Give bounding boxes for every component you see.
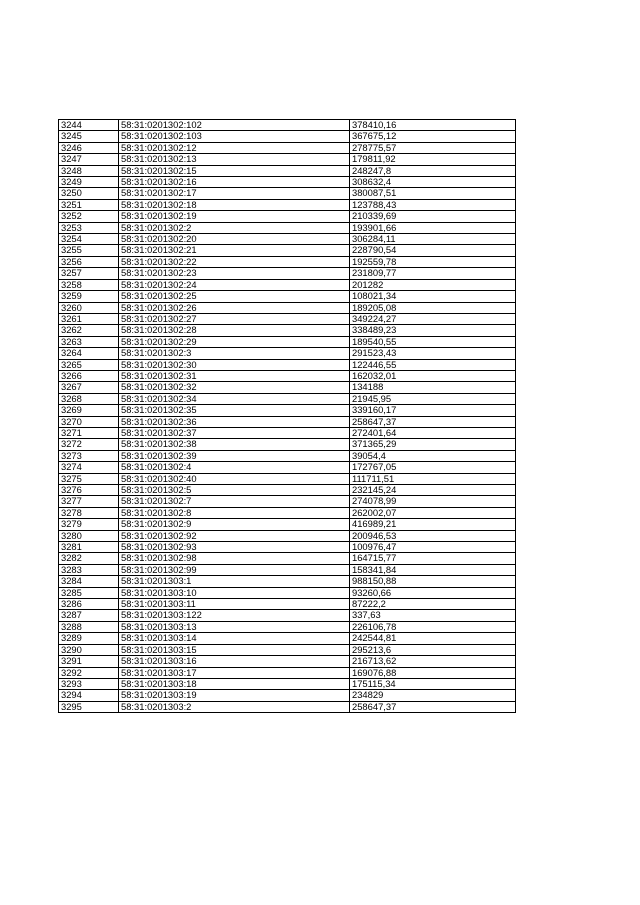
table-row xyxy=(59,450,516,461)
cadastral-number-cell: 58:31:0201302:27 xyxy=(119,313,350,324)
cadastre-value-table xyxy=(58,119,516,713)
cadastral-number-cell: 58:31:0201303:2 xyxy=(119,701,350,712)
value-cell: 337,63 xyxy=(350,610,516,621)
table-row xyxy=(59,667,516,678)
row-number-cell: 3290 xyxy=(59,644,119,655)
cadastral-number-cell: 58:31:0201302:40 xyxy=(119,473,350,484)
cadastral-number-cell: 58:31:0201302:5 xyxy=(119,485,350,496)
cadastral-number-cell: 58:31:0201302:93 xyxy=(119,542,350,553)
table-row xyxy=(59,348,516,359)
value-cell: 371365,29 xyxy=(350,439,516,450)
table-row xyxy=(59,359,516,370)
row-number-cell: 3275 xyxy=(59,473,119,484)
cadastral-number-cell: 58:31:0201302:22 xyxy=(119,256,350,267)
cadastral-number-cell: 58:31:0201302:23 xyxy=(119,268,350,279)
cadastral-number-cell: 58:31:0201302:3 xyxy=(119,348,350,359)
table-row xyxy=(59,291,516,302)
cadastral-number-cell: 58:31:0201302:18 xyxy=(119,199,350,210)
row-number-cell: 3246 xyxy=(59,142,119,153)
cadastral-number-cell: 58:31:0201302:2 xyxy=(119,222,350,233)
value-cell: 175115,34 xyxy=(350,678,516,689)
row-number-cell: 3255 xyxy=(59,245,119,256)
row-number-cell: 3272 xyxy=(59,439,119,450)
cadastral-number-cell: 58:31:0201302:38 xyxy=(119,439,350,450)
cadastral-number-cell: 58:31:0201303:17 xyxy=(119,667,350,678)
row-number-cell: 3276 xyxy=(59,485,119,496)
table-row xyxy=(59,188,516,199)
value-cell: 272401,64 xyxy=(350,427,516,438)
table-row xyxy=(59,245,516,256)
value-cell: 262002,07 xyxy=(350,507,516,518)
table-row xyxy=(59,564,516,575)
row-number-cell: 3248 xyxy=(59,165,119,176)
table-row xyxy=(59,644,516,655)
table-row xyxy=(59,234,516,245)
value-cell: 172767,05 xyxy=(350,462,516,473)
cadastral-number-cell: 58:31:0201302:21 xyxy=(119,245,350,256)
row-number-cell: 3250 xyxy=(59,188,119,199)
table-row xyxy=(59,496,516,507)
cadastral-number-cell: 58:31:0201302:9 xyxy=(119,519,350,530)
table-row xyxy=(59,279,516,290)
table-row xyxy=(59,576,516,587)
table-row xyxy=(59,530,516,541)
cadastral-number-cell: 58:31:0201302:34 xyxy=(119,393,350,404)
row-number-cell: 3289 xyxy=(59,633,119,644)
cadastral-number-cell: 58:31:0201302:102 xyxy=(119,120,350,131)
row-number-cell: 3286 xyxy=(59,599,119,610)
value-cell: 274078,99 xyxy=(350,496,516,507)
table-row xyxy=(59,519,516,530)
cadastral-number-cell: 58:31:0201302:92 xyxy=(119,530,350,541)
cadastral-number-cell: 58:31:0201302:28 xyxy=(119,325,350,336)
row-number-cell: 3292 xyxy=(59,667,119,678)
row-number-cell: 3257 xyxy=(59,268,119,279)
table-row xyxy=(59,302,516,313)
row-number-cell: 3259 xyxy=(59,291,119,302)
cadastral-number-cell: 58:31:0201302:99 xyxy=(119,564,350,575)
row-number-cell: 3258 xyxy=(59,279,119,290)
row-number-cell: 3274 xyxy=(59,462,119,473)
value-cell: 21945,95 xyxy=(350,393,516,404)
table-row xyxy=(59,142,516,153)
cadastral-number-cell: 58:31:0201302:30 xyxy=(119,359,350,370)
value-cell: 349224,27 xyxy=(350,313,516,324)
value-cell: 179811,92 xyxy=(350,154,516,165)
row-number-cell: 3249 xyxy=(59,177,119,188)
cadastral-number-cell: 58:31:0201303:1 xyxy=(119,576,350,587)
cadastral-number-cell: 58:31:0201303:10 xyxy=(119,587,350,598)
table-row xyxy=(59,325,516,336)
value-cell: 378410,16 xyxy=(350,120,516,131)
value-cell: 87222,2 xyxy=(350,599,516,610)
cadastral-number-cell: 58:31:0201302:15 xyxy=(119,165,350,176)
row-number-cell: 3261 xyxy=(59,313,119,324)
table-row xyxy=(59,336,516,347)
value-cell: 242544,81 xyxy=(350,633,516,644)
table-row xyxy=(59,405,516,416)
value-cell: 122446,55 xyxy=(350,359,516,370)
row-number-cell: 3287 xyxy=(59,610,119,621)
value-cell: 228790,54 xyxy=(350,245,516,256)
cadastral-number-cell: 58:31:0201302:32 xyxy=(119,382,350,393)
table-row xyxy=(59,370,516,381)
cadastral-number-cell: 58:31:0201302:36 xyxy=(119,416,350,427)
row-number-cell: 3269 xyxy=(59,405,119,416)
cadastral-number-cell: 58:31:0201302:20 xyxy=(119,234,350,245)
row-number-cell: 3260 xyxy=(59,302,119,313)
value-cell: 339160,17 xyxy=(350,405,516,416)
value-cell: 226106,78 xyxy=(350,621,516,632)
cadastral-number-cell: 58:31:0201303:18 xyxy=(119,678,350,689)
table-row xyxy=(59,199,516,210)
table-row xyxy=(59,165,516,176)
cadastral-number-cell: 58:31:0201302:7 xyxy=(119,496,350,507)
cadastral-number-cell: 58:31:0201302:26 xyxy=(119,302,350,313)
cadastral-number-cell: 58:31:0201303:15 xyxy=(119,644,350,655)
row-number-cell: 3253 xyxy=(59,222,119,233)
value-cell: 234829 xyxy=(350,690,516,701)
row-number-cell: 3264 xyxy=(59,348,119,359)
value-cell: 258647,37 xyxy=(350,416,516,427)
row-number-cell: 3280 xyxy=(59,530,119,541)
value-cell: 123788,43 xyxy=(350,199,516,210)
cadastral-number-cell: 58:31:0201302:17 xyxy=(119,188,350,199)
value-cell: 189205,08 xyxy=(350,302,516,313)
row-number-cell: 3291 xyxy=(59,656,119,667)
row-number-cell: 3295 xyxy=(59,701,119,712)
value-cell: 291523,43 xyxy=(350,348,516,359)
cadastral-number-cell: 58:31:0201302:19 xyxy=(119,211,350,222)
value-cell: 248247,8 xyxy=(350,165,516,176)
cadastral-number-cell: 58:31:0201302:29 xyxy=(119,336,350,347)
row-number-cell: 3265 xyxy=(59,359,119,370)
value-cell: 338489,23 xyxy=(350,325,516,336)
row-number-cell: 3294 xyxy=(59,690,119,701)
row-number-cell: 3278 xyxy=(59,507,119,518)
table-row xyxy=(59,211,516,222)
table-row xyxy=(59,621,516,632)
value-cell: 380087,51 xyxy=(350,188,516,199)
table-row xyxy=(59,439,516,450)
value-cell: 210339,69 xyxy=(350,211,516,222)
table-row xyxy=(59,507,516,518)
value-cell: 134188 xyxy=(350,382,516,393)
cadastral-number-cell: 58:31:0201302:25 xyxy=(119,291,350,302)
value-cell: 93260,66 xyxy=(350,587,516,598)
table-row xyxy=(59,416,516,427)
value-cell: 169076,88 xyxy=(350,667,516,678)
cadastral-number-cell: 58:31:0201303:19 xyxy=(119,690,350,701)
table-row xyxy=(59,690,516,701)
row-number-cell: 3247 xyxy=(59,154,119,165)
value-cell: 216713,62 xyxy=(350,656,516,667)
cadastral-number-cell: 58:31:0201303:16 xyxy=(119,656,350,667)
table-row xyxy=(59,656,516,667)
cadastral-number-cell: 58:31:0201302:12 xyxy=(119,142,350,153)
value-cell: 193901,66 xyxy=(350,222,516,233)
table-row xyxy=(59,131,516,142)
cadastral-number-cell: 58:31:0201302:35 xyxy=(119,405,350,416)
value-cell: 988150,88 xyxy=(350,576,516,587)
cadastral-number-cell: 58:31:0201302:24 xyxy=(119,279,350,290)
cadastral-number-cell: 58:31:0201302:8 xyxy=(119,507,350,518)
cadastral-number-cell: 58:31:0201302:98 xyxy=(119,553,350,564)
table-row xyxy=(59,701,516,712)
row-number-cell: 3244 xyxy=(59,120,119,131)
row-number-cell: 3262 xyxy=(59,325,119,336)
value-cell: 295213,6 xyxy=(350,644,516,655)
table-row xyxy=(59,222,516,233)
cadastral-number-cell: 58:31:0201302:39 xyxy=(119,450,350,461)
row-number-cell: 3282 xyxy=(59,553,119,564)
row-number-cell: 3293 xyxy=(59,678,119,689)
row-number-cell: 3263 xyxy=(59,336,119,347)
value-cell: 100976,47 xyxy=(350,542,516,553)
row-number-cell: 3256 xyxy=(59,256,119,267)
table-row xyxy=(59,553,516,564)
row-number-cell: 3283 xyxy=(59,564,119,575)
row-number-cell: 3270 xyxy=(59,416,119,427)
table-row xyxy=(59,599,516,610)
value-cell: 200946,53 xyxy=(350,530,516,541)
cadastral-number-cell: 58:31:0201302:13 xyxy=(119,154,350,165)
table-row xyxy=(59,427,516,438)
table-row xyxy=(59,678,516,689)
table-row xyxy=(59,268,516,279)
row-number-cell: 3268 xyxy=(59,393,119,404)
cadastral-number-cell: 58:31:0201303:14 xyxy=(119,633,350,644)
cadastral-number-cell: 58:31:0201303:11 xyxy=(119,599,350,610)
table-row xyxy=(59,382,516,393)
cadastral-number-cell: 58:31:0201302:16 xyxy=(119,177,350,188)
value-cell: 158341,84 xyxy=(350,564,516,575)
table-row xyxy=(59,542,516,553)
table-row xyxy=(59,393,516,404)
row-number-cell: 3288 xyxy=(59,621,119,632)
row-number-cell: 3266 xyxy=(59,370,119,381)
value-cell: 258647,37 xyxy=(350,701,516,712)
row-number-cell: 3284 xyxy=(59,576,119,587)
value-cell: 308632,4 xyxy=(350,177,516,188)
value-cell: 416989,21 xyxy=(350,519,516,530)
row-number-cell: 3267 xyxy=(59,382,119,393)
table-row xyxy=(59,485,516,496)
cadastral-number-cell: 58:31:0201302:31 xyxy=(119,370,350,381)
table-row xyxy=(59,177,516,188)
cadastral-number-cell: 58:31:0201302:103 xyxy=(119,131,350,142)
value-cell: 306284,11 xyxy=(350,234,516,245)
value-cell: 201282 xyxy=(350,279,516,290)
row-number-cell: 3252 xyxy=(59,211,119,222)
value-cell: 367675,12 xyxy=(350,131,516,142)
cadastral-number-cell: 58:31:0201303:122 xyxy=(119,610,350,621)
table-row xyxy=(59,633,516,644)
row-number-cell: 3281 xyxy=(59,542,119,553)
table-row xyxy=(59,462,516,473)
value-cell: 39054,4 xyxy=(350,450,516,461)
cadastral-number-cell: 58:31:0201302:37 xyxy=(119,427,350,438)
row-number-cell: 3279 xyxy=(59,519,119,530)
table-row xyxy=(59,313,516,324)
value-cell: 192559,78 xyxy=(350,256,516,267)
row-number-cell: 3273 xyxy=(59,450,119,461)
row-number-cell: 3277 xyxy=(59,496,119,507)
table-row xyxy=(59,120,516,131)
value-cell: 278775,57 xyxy=(350,142,516,153)
row-number-cell: 3251 xyxy=(59,199,119,210)
table-row xyxy=(59,154,516,165)
row-number-cell: 3271 xyxy=(59,427,119,438)
table-row xyxy=(59,610,516,621)
table-row xyxy=(59,256,516,267)
value-cell: 111711,51 xyxy=(350,473,516,484)
row-number-cell: 3254 xyxy=(59,234,119,245)
table-body xyxy=(59,120,516,713)
cadastral-number-cell: 58:31:0201302:4 xyxy=(119,462,350,473)
value-cell: 232145,24 xyxy=(350,485,516,496)
table-row xyxy=(59,587,516,598)
table-row xyxy=(59,473,516,484)
cadastral-number-cell: 58:31:0201303:13 xyxy=(119,621,350,632)
row-number-cell: 3285 xyxy=(59,587,119,598)
value-cell: 108021,34 xyxy=(350,291,516,302)
value-cell: 189540,55 xyxy=(350,336,516,347)
value-cell: 162032,01 xyxy=(350,370,516,381)
value-cell: 164715,77 xyxy=(350,553,516,564)
value-cell: 231809,77 xyxy=(350,268,516,279)
row-number-cell: 3245 xyxy=(59,131,119,142)
